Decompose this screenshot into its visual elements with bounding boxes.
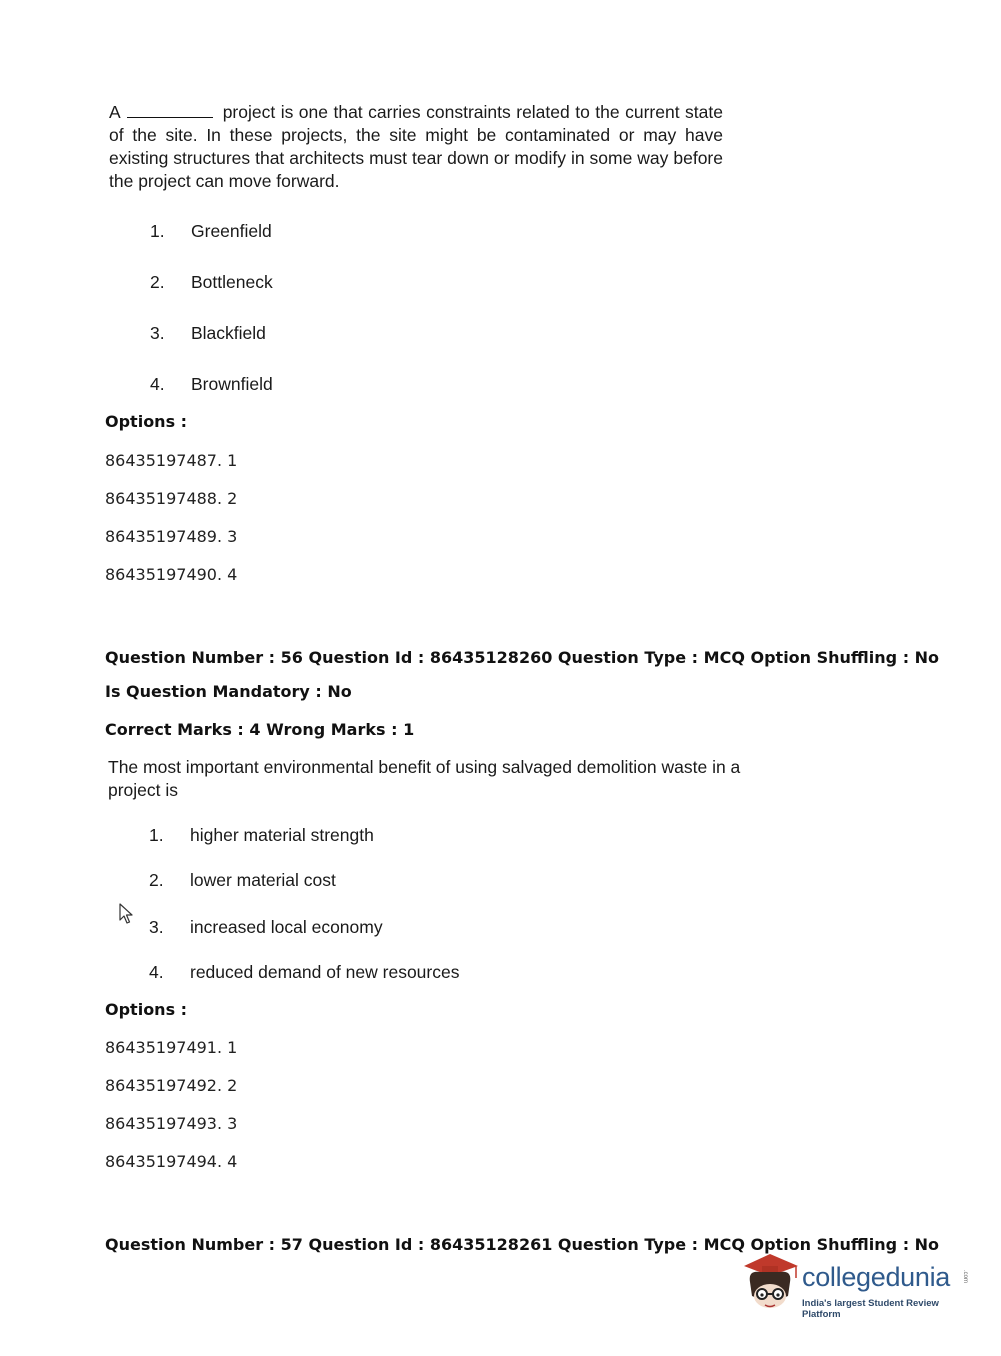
choice-number: 2. bbox=[150, 272, 165, 292]
question-56-choice-1 bbox=[149, 825, 374, 846]
question-56-option-2: 86435197492. 2 bbox=[105, 1076, 238, 1095]
question-55-stem bbox=[109, 101, 723, 193]
question-57-header: Question Number : 57 Question Id : 86435128261 Question Type : MCQ Option Shuffling : No bbox=[105, 1235, 940, 1254]
choice-text: higher material strength bbox=[190, 825, 374, 845]
question-56-choice-3 bbox=[149, 917, 383, 938]
question-55-stem-start: A bbox=[109, 102, 120, 122]
question-55-choice-1 bbox=[150, 221, 272, 242]
question-55-option-2: 86435197488. 2 bbox=[105, 489, 238, 508]
choice-text: Blackfield bbox=[191, 323, 266, 343]
logo-wordmark: collegedunia bbox=[802, 1262, 951, 1292]
choice-text: increased local economy bbox=[190, 917, 383, 937]
question-56-choice-4 bbox=[149, 962, 459, 983]
question-56-mandatory: Is Question Mandatory : No bbox=[105, 682, 352, 701]
question-55-choice-4 bbox=[150, 374, 273, 395]
collegedunia-logo bbox=[740, 1250, 980, 1322]
logo-domain-suffix: .com bbox=[962, 1270, 968, 1284]
question-56-options-label: Options : bbox=[105, 1000, 188, 1019]
question-56-header: Question Number : 56 Question Id : 86435128260 Question Type : MCQ Option Shuffling : No bbox=[105, 648, 940, 667]
mascot-icon bbox=[740, 1252, 800, 1316]
choice-text: reduced demand of new resources bbox=[190, 962, 460, 982]
choice-number: 4. bbox=[150, 374, 165, 394]
choice-text: Brownfield bbox=[191, 374, 273, 394]
question-56-marks: Correct Marks : 4 Wrong Marks : 1 bbox=[105, 720, 415, 739]
question-56-option-3: 86435197493. 3 bbox=[105, 1114, 238, 1133]
choice-number: 1. bbox=[149, 825, 164, 845]
question-55-option-1: 86435197487. 1 bbox=[105, 451, 238, 470]
choice-text: Greenfield bbox=[191, 221, 272, 241]
choice-number: 1. bbox=[150, 221, 165, 241]
question-56-stem: The most important environmental benefit of using salvaged demolition waste in a project is bbox=[108, 757, 741, 800]
choice-number: 3. bbox=[149, 917, 164, 937]
mouse-cursor-icon bbox=[119, 903, 135, 925]
question-55-option-4: 86435197490. 4 bbox=[105, 565, 238, 584]
choice-number: 2. bbox=[149, 870, 164, 890]
question-55-option-3: 86435197489. 3 bbox=[105, 527, 238, 546]
question-56-option-1: 86435197491. 1 bbox=[105, 1038, 238, 1057]
logo-tagline: India's largest Student Review Platform bbox=[802, 1298, 939, 1320]
question-56-option-4: 86435197494. 4 bbox=[105, 1152, 238, 1171]
choice-text: Bottleneck bbox=[191, 272, 273, 292]
question-55-choice-3 bbox=[150, 323, 266, 344]
choice-text: lower material cost bbox=[190, 870, 336, 890]
choice-number: 3. bbox=[150, 323, 165, 343]
question-55-stem-text: project is one that carries constraints related to the current state of the site. In these projects, the site might be contaminated or may have existing structures that architects must tear down or modify in some way before the project can move forward. bbox=[109, 102, 723, 191]
question-55-choice-2 bbox=[150, 272, 273, 293]
answer-blank bbox=[127, 103, 213, 118]
choice-number: 4. bbox=[149, 962, 164, 982]
question-56-choice-2 bbox=[149, 870, 336, 891]
question-55-options-label: Options : bbox=[105, 412, 188, 431]
